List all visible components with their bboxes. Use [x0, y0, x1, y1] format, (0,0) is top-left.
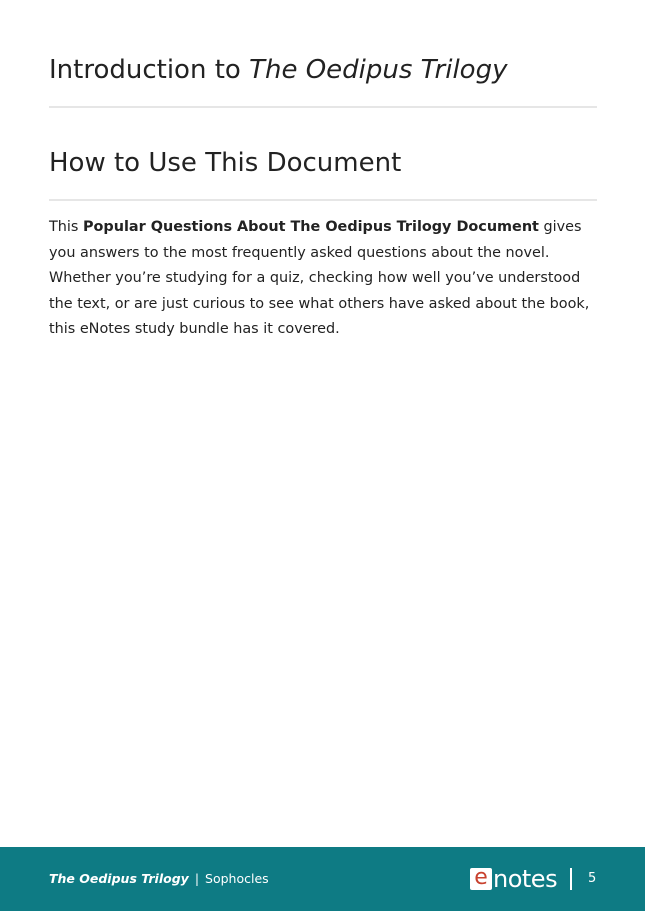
section-divider [49, 199, 597, 201]
title-prefix: Introduction to [49, 55, 250, 85]
footer-citation [49, 871, 269, 886]
footer-book-title: The Oedipus Trilogy [49, 871, 189, 886]
footer-divider [570, 868, 572, 890]
footer-author: Sophocles [205, 871, 269, 886]
section-heading: How to Use This Document [49, 148, 402, 178]
page-number: 5 [588, 871, 597, 886]
footer-separator: | [194, 871, 200, 886]
footer-bar [0, 847, 645, 911]
body-bold-title: Popular Questions About The Oedipus Trilogy Document [82, 219, 539, 235]
enotes-logo [470, 866, 557, 892]
logo-wordmark: notes [493, 865, 558, 893]
logo-e-mark: e [470, 868, 492, 890]
title-divider [49, 106, 597, 108]
body-intro: This [49, 219, 83, 235]
title-book: The Oedipus Trilogy [249, 55, 508, 85]
body-rest: gives you answers to the most frequently asked questions about the novel. Whether you’re studying for a quiz, checking how well you’ve understood the text, or are just curious to see what others have asked about the book, this eNotes study bundle has it covered. [49, 219, 590, 338]
body-paragraph [49, 215, 601, 343]
page-title [49, 55, 507, 85]
